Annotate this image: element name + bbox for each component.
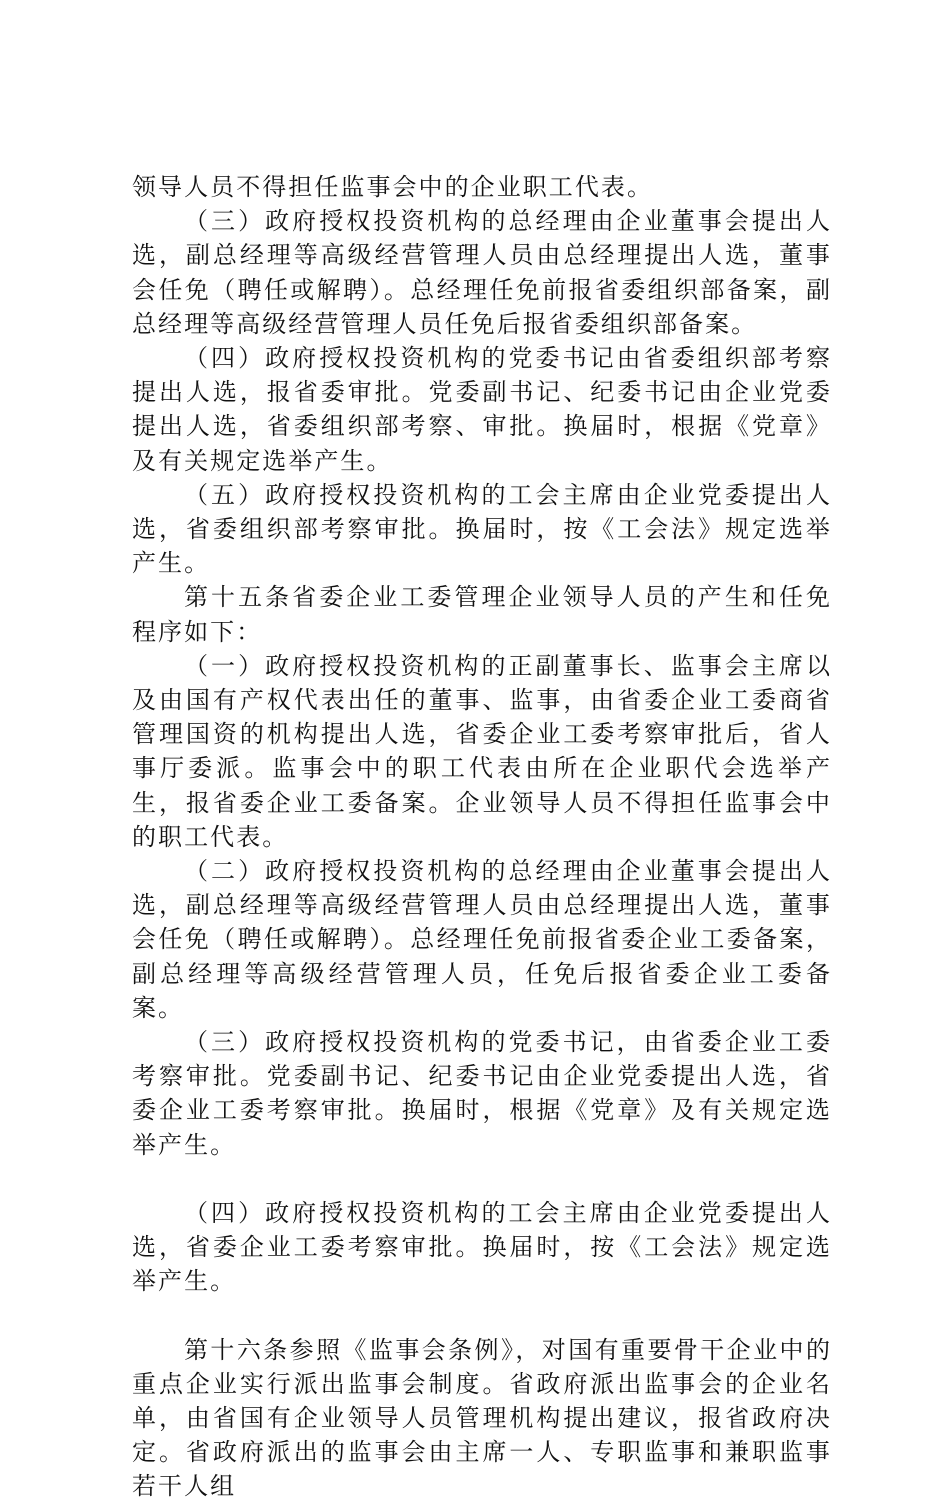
paragraph-item-5: （五）政府授权投资机构的工会主席由企业党委提出人选，省委组织部考察审批。换届时，按《工会法》规定选举产生。 <box>132 480 832 578</box>
article-15-item-3: （三）政府授权投资机构的党委书记，由省委企业工委考察审批。党委副书记、纪委书记由企业党委提出人选，省委企业工委考察审批。换届时，根据《党章》及有关规定选举产生。 <box>132 1028 832 1159</box>
paragraph-continuation: 领导人员不得担任监事会中的企业职工代表。 <box>132 173 653 201</box>
paragraph-item-3: （三）政府授权投资机构的总经理由企业董事会提出人选，副总经理等高级经营管理人员由总经理提出人选，董事会任免（聘任或解聘）。总经理任免前报省委组织部备案，副总经理等高级经营管理人员任免后报省委组织部备案。 <box>132 207 832 338</box>
paragraph-item-4: （四）政府授权投资机构的党委书记由省委组织部考察提出人选，报省委审批。党委副书记、纪委书记由企业党委提出人选，省委组织部考察、审批。换届时，根据《党章》及有关规定选举产生。 <box>132 344 832 475</box>
article-16-paragraph: 第十六条参照《监事会条例》，对国有重要骨干企业中的重点企业实行派出监事会制度。省政府派出监事会的企业名单，由省国有企业领导人员管理机构提出建议，报省政府决定。省政府派出的监事会由主席一人、专职监事和兼职监事若干人组 <box>132 1335 832 1501</box>
article-15-heading: 第十五条省委企业工委管理企业领导人员的产生和任免程序如下： <box>132 583 832 646</box>
article-15-item-2: （二）政府授权投资机构的总经理由企业董事会提出人选，副总经理等高级经营管理人员由总经理提出人选，董事会任免（聘任或解聘）。总经理任免前报省委企业工委备案，副总经理等高级经营管理人员，任免后报省委企业工委备案。 <box>132 857 832 1022</box>
article-15-item-4: （四）政府授权投资机构的工会主席由企业党委提出人选，省委企业工委考察审批。换届时，按《工会法》规定选举产生。 <box>132 1198 832 1296</box>
document-body <box>132 170 832 1504</box>
article-15-item-1: （一）政府授权投资机构的正副董事长、监事会主席以及由国有产权代表出任的董事、监事，由省委企业工委商省管理国资的机构提出人选，省委企业工委考察审批后，省人事厅委派。监事会中的职工代表由所在企业职代会选举产生，报省委企业工委备案。企业领导人员不得担任监事会中的职工代表。 <box>132 651 832 851</box>
